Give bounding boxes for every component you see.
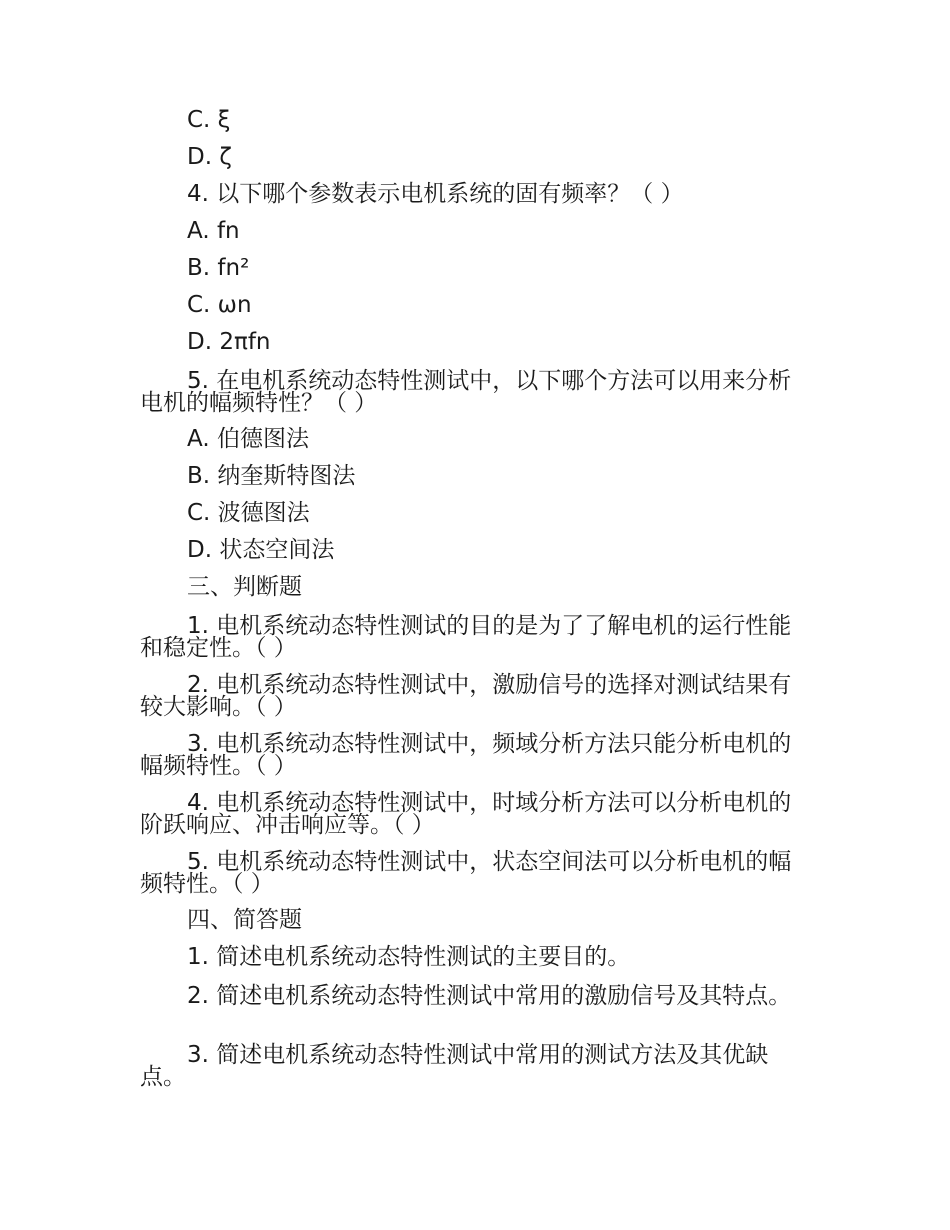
q4-option-c: C. ωn <box>187 292 252 318</box>
section-4-heading: 四、简答题 <box>187 907 302 933</box>
q4-option-a: A. fn <box>187 218 240 244</box>
q5-option-b: B. 纳奎斯特图法 <box>187 463 356 489</box>
short-answer-item-3: 3. 简述电机系统动态特性测试中常用的测试方法及其优缺点。 <box>140 1042 769 1090</box>
q4-option-b: B. fn² <box>187 255 250 281</box>
section-3-heading: 三、判断题 <box>187 574 302 600</box>
judgment-item-2: 2. 电机系统动态特性测试中，激励信号的选择对测试结果有较大影响。（ ） <box>140 672 792 720</box>
short-answer-item-2: 2. 简述电机系统动态特性测试中常用的激励信号及其特点。 <box>187 983 792 1009</box>
q4-question: 4. 以下哪个参数表示电机系统的固有频率？（ ） <box>187 181 684 207</box>
judgment-item-5: 5. 电机系统动态特性测试中，状态空间法可以分析电机的幅频特性。（ ） <box>140 849 792 897</box>
q5-option-d: D. 状态空间法 <box>187 537 335 563</box>
q3-option-d: D. ζ <box>187 144 232 170</box>
judgment-item-4: 4. 电机系统动态特性测试中，时域分析方法可以分析电机的阶跃响应、冲击响应等。（ ） <box>140 790 792 838</box>
short-answer-item-1: 1. 简述电机系统动态特性测试的主要目的。 <box>187 944 631 970</box>
judgment-item-3: 3. 电机系统动态特性测试中，频域分析方法只能分析电机的幅频特性。（ ） <box>140 731 792 779</box>
q5-question: 5. 在电机系统动态特性测试中，以下哪个方法可以用来分析电机的幅频特性？（ ） <box>140 368 792 416</box>
q3-option-c: C. ξ <box>187 107 231 133</box>
q5-option-c: C. 波德图法 <box>187 500 310 526</box>
judgment-item-1: 1. 电机系统动态特性测试的目的是为了了解电机的运行性能和稳定性。（ ） <box>140 613 792 661</box>
q4-option-d: D. 2πfn <box>187 329 271 355</box>
q5-option-a: A. 伯德图法 <box>187 426 309 452</box>
